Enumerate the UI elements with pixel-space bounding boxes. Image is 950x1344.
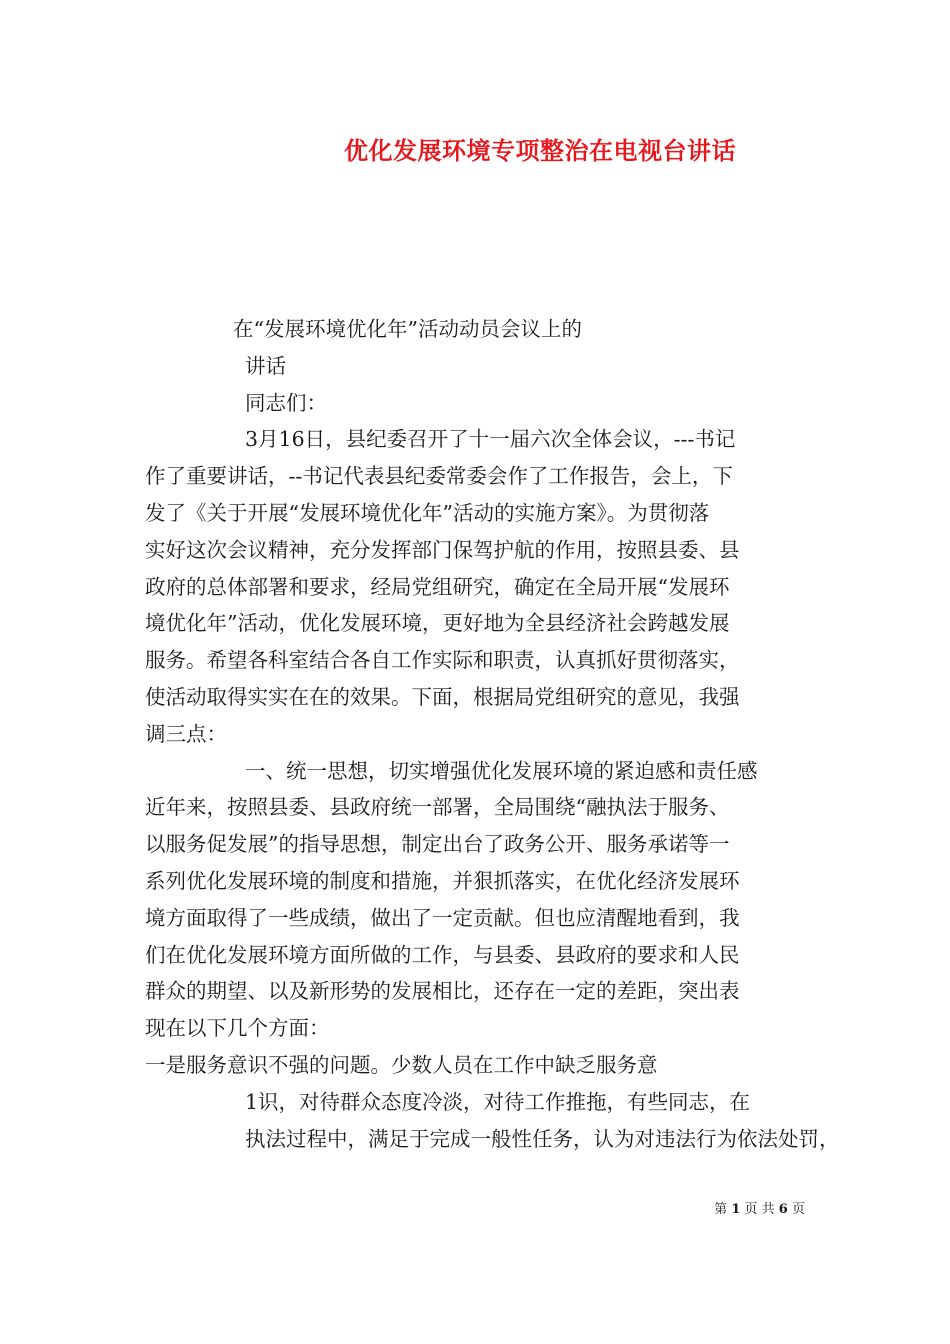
subtitle-line-2: 讲话 bbox=[245, 354, 286, 378]
body-line: 现在以下几个方面： bbox=[145, 1016, 330, 1040]
body-line: 群众的期望、以及新形势的发展相比，还存在一定的差距，突出表 bbox=[145, 979, 740, 1003]
body-line: 1识，对待群众态度冷淡，对待工作推拖，有些同志，在 bbox=[245, 1090, 751, 1114]
body-line: 作了重要讲话，--书记代表县纪委常委会作了工作报告，会上，下 bbox=[145, 464, 733, 488]
body-line: 使活动取得实实在在的效果。下面，根据局党组研究的意见，我强 bbox=[145, 685, 740, 709]
footer-prefix: 第 bbox=[714, 1202, 728, 1217]
footer-total-pages: 6 bbox=[778, 1202, 788, 1217]
body-line: 们在优化发展环境方面所做的工作，与县委、县政府的要求和人民 bbox=[145, 943, 740, 967]
body-line: 3月16日，县纪委召开了十一届六次全体会议，---书记 bbox=[245, 427, 736, 451]
footer-page-number: 1 bbox=[731, 1202, 741, 1217]
section-heading: 一、统一思想，切实增强优化发展环境的紧迫感和责任感 bbox=[245, 759, 758, 783]
subtitle-line-1: 在“发展环境优化年”活动动员会议上的 bbox=[233, 317, 582, 341]
body-line: 调三点： bbox=[145, 722, 227, 746]
footer-middle: 页 共 bbox=[744, 1202, 775, 1217]
page-footer bbox=[714, 1200, 805, 1220]
salutation: 同志们： bbox=[245, 391, 327, 415]
body-line: 服务。希望各科室结合各自工作实际和职责，认真抓好贯彻落实， bbox=[145, 648, 740, 672]
document-title: 优化发展环境专项整治在电视台讲话 bbox=[344, 137, 736, 165]
body-line: 境优化年”活动，优化发展环境，更好地为全县经济社会跨越发展 bbox=[145, 611, 730, 635]
footer-suffix: 页 bbox=[791, 1202, 805, 1217]
body-line: 一是服务意识不强的问题。少数人员在工作中缺乏服务意 bbox=[145, 1053, 658, 1077]
body-line: 实好这次会议精神，充分发挥部门保驾护航的作用，按照县委、县 bbox=[145, 538, 740, 562]
body-line: 政府的总体部署和要求，经局党组研究，确定在全局开展“发展环 bbox=[145, 575, 730, 599]
body-line: 系列优化发展环境的制度和措施，并狠抓落实，在优化经济发展环 bbox=[145, 869, 740, 893]
body-line: 境方面取得了一些成绩，做出了一定贡献。但也应清醒地看到，我 bbox=[145, 906, 740, 930]
body-line: 以服务促发展”的指导思想，制定出台了政务公开、服务承诺等一 bbox=[145, 832, 730, 856]
body-line: 执法过程中，满足于完成一般性任务，认为对违法行为依法处罚， bbox=[245, 1127, 840, 1151]
body-line: 近年来，按照县委、县政府统一部署，全局围绕“融执法于服务、 bbox=[145, 795, 730, 819]
body-line: 发了《关于开展“发展环境优化年”活动的实施方案》。为贯彻落 bbox=[145, 501, 710, 525]
